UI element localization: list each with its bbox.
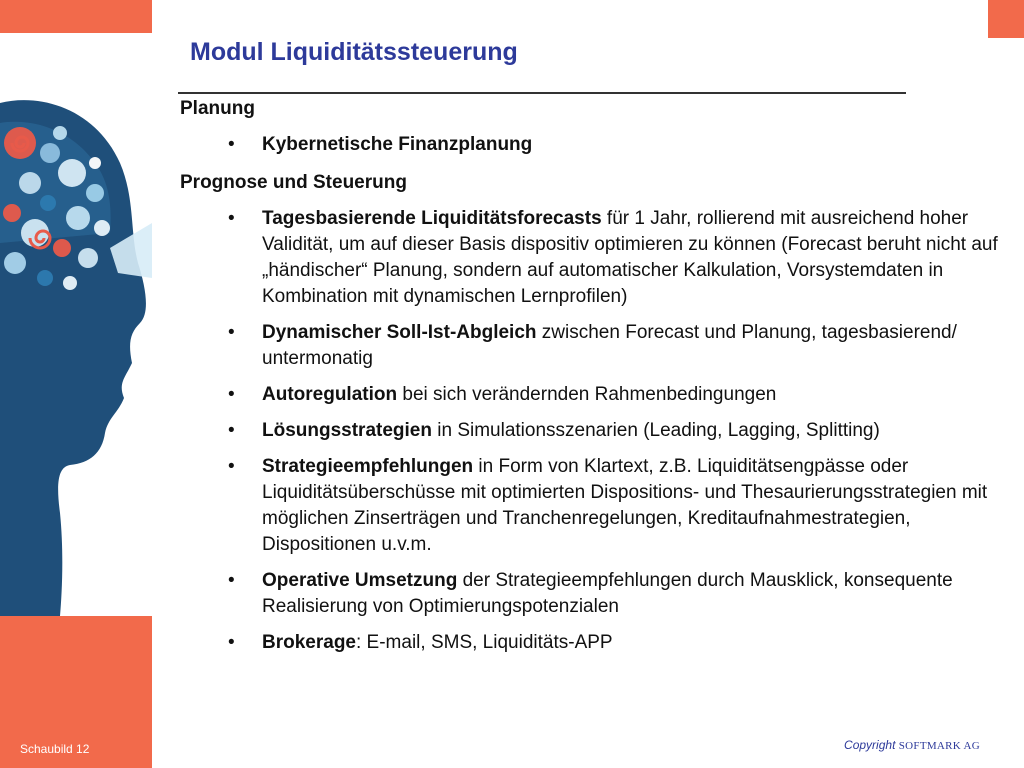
list-item (180, 382, 1000, 408)
item-keyword: Operative Umsetzung (262, 570, 458, 591)
bullet-icon: • (228, 208, 235, 229)
bullet-icon: • (228, 134, 235, 155)
section-heading-prognose: Prognose und Steuerung (180, 172, 407, 193)
item-text: zwischen Forecast und Planung, tagesbasierend/ untermonatig (262, 322, 957, 369)
item-text: in Form von Klartext, z.B. Liquiditätsengpässe oder Liquiditätsüberschüsse mit optimierten Dispositions- und Thesaurierungsstrategien mit möglichen Zinserträgen und Tranchenregelungen, Kreditaufnahmestrategien, Dispositionen u.v.m. (262, 456, 988, 555)
title-divider (178, 92, 906, 94)
bullet-icon: • (228, 632, 235, 653)
list-item (180, 568, 1000, 620)
item-keyword: Brokerage (262, 632, 356, 653)
list-item (180, 132, 1000, 158)
bullet-icon: • (228, 570, 235, 591)
bullet-icon: • (228, 420, 235, 441)
section-heading-planung: Planung (180, 98, 255, 119)
slide-title: Modul Liquiditätssteuerung (190, 38, 518, 66)
item-text: : E-mail, SMS, Liquiditäts-APP (356, 632, 613, 653)
list-item (180, 320, 1000, 372)
item-keyword: Kybernetische Finanzplanung (262, 134, 533, 155)
copyright-label: Copyright (844, 738, 896, 752)
corner-accent-tab (988, 0, 1024, 38)
item-keyword: Autoregulation (262, 384, 398, 405)
slide-content (180, 96, 1000, 656)
item-keyword: Lösungsstrategien (262, 420, 432, 441)
left-decorative-panel (0, 0, 152, 768)
orange-top-block (0, 0, 152, 33)
item-text: in Simulationsszenarien (Leading, Lagging, Splitting) (431, 420, 880, 441)
bullet-icon: • (228, 322, 235, 343)
item-text: bei sich verändernden Rahmenbedingungen (397, 384, 777, 405)
copyright-notice (844, 738, 980, 752)
list-item (180, 418, 1000, 444)
list-item (180, 630, 1000, 656)
slide-number-label: Schaubild 12 (20, 742, 90, 756)
item-keyword: Strategieempfehlungen (262, 456, 474, 477)
list-item (180, 454, 1000, 558)
company-brand: SOFTMARK AG (898, 740, 980, 752)
head-profile-illustration (0, 33, 152, 616)
bullet-icon: • (228, 456, 235, 477)
bullet-list-planung (180, 132, 1000, 158)
item-text: der Strategieempfehlungen durch Mausklick, konsequente Realisierung von Optimierungspotenzialen (262, 570, 953, 617)
item-keyword: Tagesbasierende Liquiditätsforecasts (262, 208, 602, 229)
bullet-icon: • (228, 384, 235, 405)
bullet-list-prognose (180, 206, 1000, 656)
list-item (180, 206, 1000, 310)
item-keyword: Dynamischer Soll-Ist-Abgleich (262, 322, 537, 343)
item-text: für 1 Jahr, rollierend mit ausreichend hoher Validität, um auf dieser Basis dispositiv optimieren zu können (Forecast beruht nicht auf „händischer“ Planung, sondern auf automatischer Kalkulation, Vorsystemdaten in Kombination mit dynamischen Lernprofilen) (262, 208, 998, 307)
